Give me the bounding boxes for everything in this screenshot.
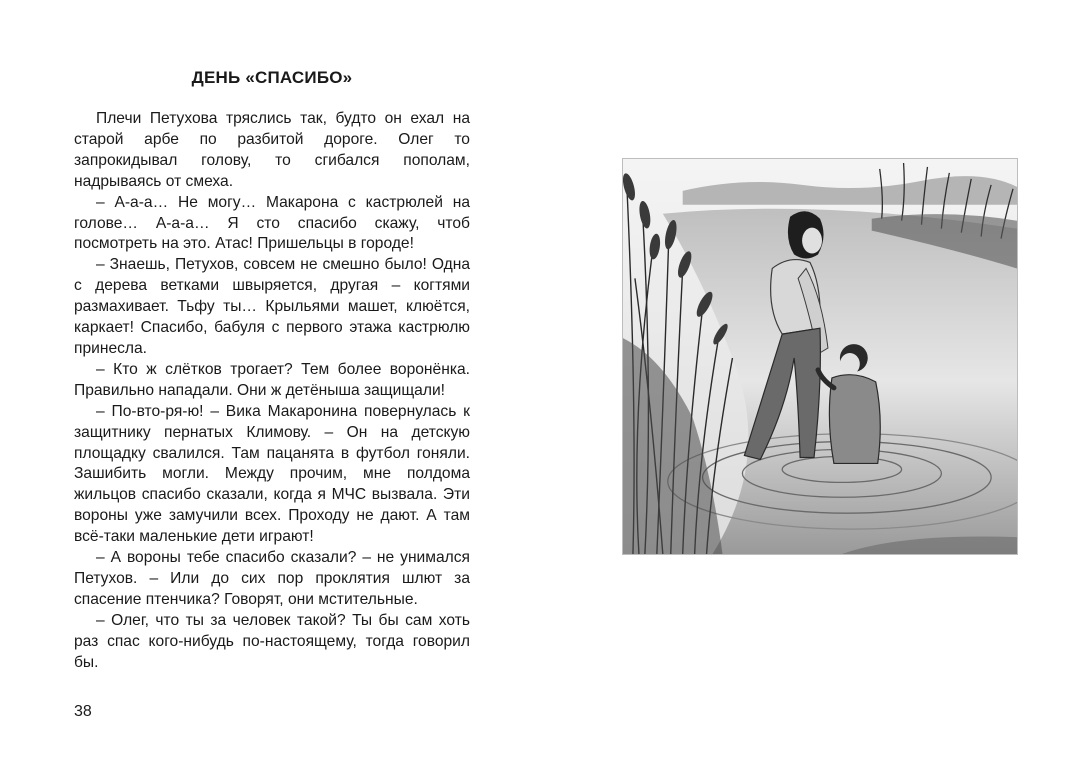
paragraph: – А-а-а… Не могу… Макарона с кастрюлей на голове… А-а-а… Я сто спасибо скажу, чтоб посмотреть на это. Атас! Пришельцы в городе!: [74, 193, 470, 253]
river-rescue-illustration-icon: [622, 158, 1018, 555]
paragraph: – По-вто-ря-ю! – Вика Макаронина повернулась к защитнику пернатых Климову. – Он на детскую площадку свалился. Там пацанята в футбол гоняли. Зашибить могли. Между прочим, мне полдома жильцов спасибо сказали, когда я МЧС вызвала. Эти вороны уже замучили всех. Проходу не дают. А там всё-таки маленькие дети играют!: [74, 402, 470, 546]
body-text: [74, 109, 470, 673]
paragraph: Плечи Петухова тряслись так, будто он ехал на старой арбе по разбитой дороге. Олег то запрокидывал голову, то сгибался пополам, надрываясь от смеха.: [74, 110, 470, 190]
chapter-title: ДЕНЬ «СПАСИБО»: [191, 68, 353, 87]
page-number: 38: [74, 703, 92, 720]
paragraph: – А вороны тебе спасибо сказали? – не унимался Петухов. – Или до сих пор проклятия шлют за спасение птенчика? Говорят, они мстительные.: [74, 549, 470, 608]
paragraph: – Кто ж слётков трогает? Тем более воронёнка. Правильно нападали. Они ж детёныша защищали!: [74, 360, 470, 399]
text-column: [74, 68, 470, 673]
paragraph: – Олег, что ты за человек такой? Ты бы сам хоть раз спас кого-нибудь по-настоящему, тогда говорил бы.: [74, 611, 470, 671]
paragraph: – Знаешь, Петухов, совсем не смешно было! Одна с дерева ветками швыряется, другая – когтями размахивает. Тьфу ты… Крыльями машет, клюётся, каркает! Спасибо, бабуля с первого этажа кастрюлю принесла.: [74, 256, 470, 357]
